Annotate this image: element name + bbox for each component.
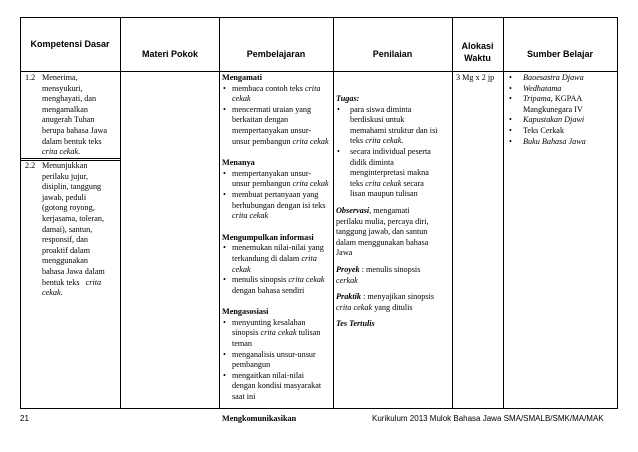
list-item: • mempertanyakan unsur- unsur pembangun crita cekak	[222, 169, 332, 190]
header-alokasi-line1: Alokasi	[461, 41, 494, 51]
tugas-label: Tugas:	[336, 94, 360, 103]
observasi-text: Observasi, mengamati perilaku mulia, percaya diri, tanggung jawab, dan santun dalam menggunakan bahasa Jawa	[336, 205, 429, 258]
col-divider-3	[333, 17, 334, 409]
kd-2-2-line: proaktif dalam	[42, 245, 90, 255]
col-divider-2	[219, 17, 220, 409]
kd-1-2-line: menghayati, dan	[42, 94, 97, 104]
kd-1-2-line: mensyukuri,	[42, 83, 83, 93]
list-item: • membaca contoh teks crita cekak	[222, 84, 332, 105]
list-item: • Kapustakan Djawi	[508, 115, 616, 126]
proyek-text: Proyek : menulis sinopsis cerkak	[336, 264, 421, 285]
kd-2-2-line: menggunakan	[42, 256, 88, 266]
list-item: • mencermati uraian yang berkaitan dengan mempertanyakan unsur- unsur pembangun crita cekak	[222, 105, 332, 147]
list-item: • Wedhatama	[508, 84, 616, 95]
table-left-border	[20, 17, 21, 409]
section-mengumpulkan-informasi: Mengumpulkan informasi	[222, 232, 314, 242]
kd-1-2-line: berupa bahasa Jawa	[42, 125, 108, 135]
kd-1-2-line: anugerah Tuhan	[42, 115, 95, 125]
kd-2-2	[25, 161, 119, 299]
kd-2-2-number: 2.2	[25, 161, 36, 170]
kd-2-2-line: kerjasama, toleran,	[42, 213, 105, 223]
header-alokasi-waktu	[452, 40, 503, 64]
footer-text: Kurikulum 2013 Mulok Bahasa Jawa SMA/SMALB/SMK/MA/MAK	[372, 414, 604, 423]
kd-2-2-line: perilaku jujur,	[42, 171, 89, 181]
kd-separator-line	[20, 158, 120, 159]
kd-1-2-line-italic: crita cekak.	[42, 147, 81, 157]
list-item: • menyunting kesalahan sinopsis crita cekak tulisan teman	[222, 318, 332, 350]
list-item: • menulis sinopsis crita cekak dengan bahasa sendiri	[222, 275, 332, 296]
list-item: • menganalisis unsur-unsur pembangun	[222, 350, 332, 371]
list-item: • Buku Bahasa Jawa	[508, 137, 616, 148]
table-right-border	[617, 17, 618, 409]
kd-1-2-line: dalam bentuk teks	[42, 136, 102, 146]
kd-2-2-line: jawab, peduli	[42, 192, 87, 202]
header-penilaian: Penilaian	[372, 49, 413, 59]
col-divider-5	[503, 17, 504, 409]
header-materi-pokok: Materi Pokok	[141, 49, 199, 59]
kd-2-2-line-italic: cekak.	[42, 288, 63, 298]
kd-1-2	[25, 73, 119, 158]
list-item: • membuat pertanyaan yang berhubungan dengan isi teks crita cekak	[222, 190, 332, 222]
sumber-belajar-cell	[508, 73, 616, 147]
kd-2-2-line: disiplin, tanggung	[42, 182, 102, 192]
kd-2-2-line: bentuk teks	[42, 277, 80, 287]
kd-1-2-line: Menerima,	[42, 73, 78, 82]
kd-2-2-italic-word: crita	[85, 277, 102, 287]
kd-1-2-number: 1.2	[25, 73, 36, 82]
table-header-bottom-border	[20, 71, 618, 72]
header-pembelajaran: Pembelajaran	[246, 49, 306, 59]
section-mengamati: Mengamati	[222, 73, 263, 82]
section-mengkomunikasikan: Mengkomunikasikan	[222, 413, 297, 423]
header-sumber-belajar: Sumber Belajar	[526, 49, 594, 59]
kd-2-2-line: bahasa Jawa dalam	[42, 266, 105, 276]
praktik-text: Praktik : menyajikan sinopsis crita cekak yang ditulis	[336, 292, 435, 312]
kd-2-2-line: damai), santun,	[42, 224, 93, 234]
table-top-border	[20, 17, 618, 18]
col-divider-1	[120, 17, 121, 409]
list-item: • secara individual peserta didik diminta menginterpretasi makna teks crita cekak secara lisan maupun tulisan	[336, 147, 451, 200]
section-mengasosiasi: Mengasosiasi	[222, 307, 269, 317]
penilaian-cell	[336, 94, 451, 330]
list-item: • para siswa diminta berdiskusi untuk memahami struktur dan isi teks crita cekak.	[336, 105, 451, 147]
tes-tertulis-label: Tes Tertulis	[336, 319, 375, 329]
list-item: • menemukan nilai-nilai yang terkandung di dalam crita cekak	[222, 243, 332, 275]
list-item: • Baoesastra Djawa	[508, 73, 616, 84]
kd-2-2-line: (gotong royong,	[42, 203, 95, 213]
header-kompetensi-dasar: Kompetensi Dasar	[30, 39, 110, 49]
section-menanya: Menanya	[222, 158, 255, 168]
kd-1-2-line: mengamalkan	[42, 104, 88, 114]
list-item: • mengaitkan nilai-nilai dengan kondisi masyarakat saat ini	[222, 371, 332, 403]
alokasi-waktu-value: 3 Mg x 2 jp	[456, 73, 495, 82]
list-item: • Teks Cerkak	[508, 126, 616, 137]
col-divider-4	[452, 17, 453, 409]
kd-2-2-line: responsif, dan	[42, 235, 88, 245]
pembelajaran-cell	[222, 73, 332, 424]
header-alokasi-line2: Waktu	[464, 53, 491, 63]
page-number: 21	[20, 414, 29, 423]
list-item: • Tripama, KGPAA Mangkunegara IV	[508, 94, 616, 115]
kd-2-2-line: Menunjukkan	[42, 161, 88, 170]
